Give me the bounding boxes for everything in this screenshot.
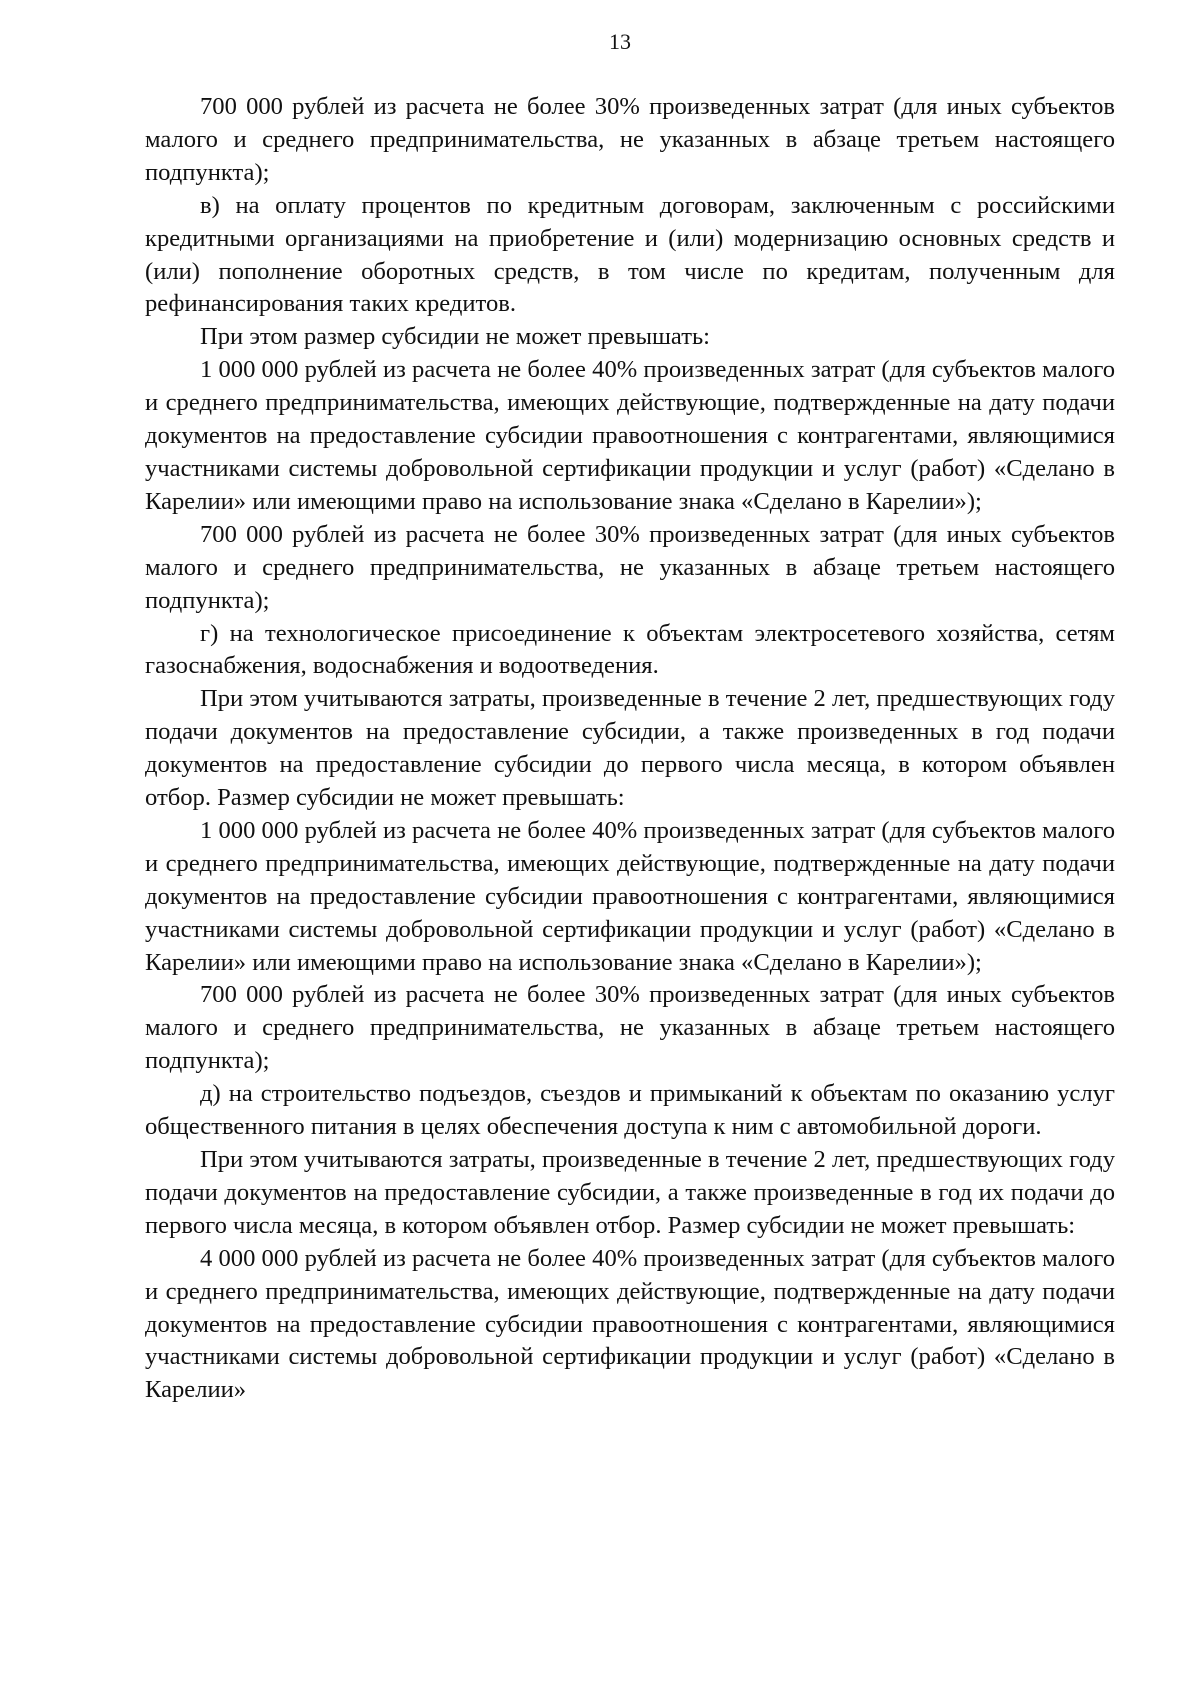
paragraph: 1 000 000 рублей из расчета не более 40% произведенных затрат (для субъектов малого и среднего предпринимательства, имеющих действующие, подтвержденные на дату подачи документов на предоставление субсидии правоотношения с контрагентами, являющимися участниками системы добровольной сертификации продукции и услуг (работ) «Сделано в Карелии» или имеющими право на использование знака «Сделано в Карелии»); [145,356,1115,515]
paragraph: в) на оплату процентов по кредитным договорам, заключенным с российскими кредитными организациями на приобретение и (или) модернизацию основных средств и (или) пополнение оборотных средств, в том числе по кредитам, полученным для рефинансирования таких кредитов. [145,191,1115,318]
paragraph: 700 000 рублей из расчета не более 30% произведенных затрат (для иных субъектов малого и среднего предпринимательства, не указанных в абзаце третьем настоящего подпункта); [145,93,1115,186]
paragraph: 700 000 рублей из расчета не более 30% произведенных затрат (для иных субъектов малого и среднего предпринимательства, не указанных в абзаце третьем настоящего подпункта); [145,981,1115,1075]
paragraph: д) на строительство подъездов, съездов и примыканий к объектам по оказанию услуг общественного питания в целях обеспечения доступа к ним с автомобильной дороги. [145,1080,1115,1141]
paragraph: 1 000 000 рублей из расчета не более 40% произведенных затрат (для субъектов малого и среднего предпринимательства, имеющих действующие, подтвержденные на дату подачи документов на предоставление субсидии правоотношения с контрагентами, являющимися участниками системы добровольной сертификации продукции и услуг (работ) «Сделано в Карелии» или имеющими право на использование знака «Сделано в Карелии»); [145,816,1115,976]
paragraph: 700 000 рублей из расчета не более 30% произведенных затрат (для иных субъектов малого и среднего предпринимательства, не указанных в абзаце третьем настоящего подпункта); [145,520,1115,614]
paragraph: При этом размер субсидии не может превышать: [200,323,711,351]
paragraph: 4 000 000 рублей из расчета не более 40% произведенных затрат (для субъектов малого и среднего предпринимательства, имеющих действующие, подтвержденные на дату подачи документов на предоставление субсидии правоотношения с контрагентами, являющимися участниками системы добровольной сертификации продукции и услуг (работ) «Сделано в Карелии» [145,1244,1115,1404]
paragraph: При этом учитываются затраты, произведенные в течение 2 лет, предшествующих году подачи документов на предоставление субсидии, а также произведенные в год их подачи до первого числа месяца, в котором объявлен отбор. Размер субсидии не может превышать: [145,1146,1115,1239]
paragraph: г) на технологическое присоединение к объектам электросетевого хозяйства, сетям газоснабжения, водоснабжения и водоотведения. [145,619,1115,680]
document-body [145,91,1115,1407]
paragraph: При этом учитываются затраты, произведенные в течение 2 лет, предшествующих году подачи документов на предоставление субсидии, а также произведенных в год подачи документов на предоставление субсидии до первого числа месяца, в котором объявлен отбор. Размер субсидии не может превышать: [145,685,1115,812]
page-number: 13 [609,29,631,54]
